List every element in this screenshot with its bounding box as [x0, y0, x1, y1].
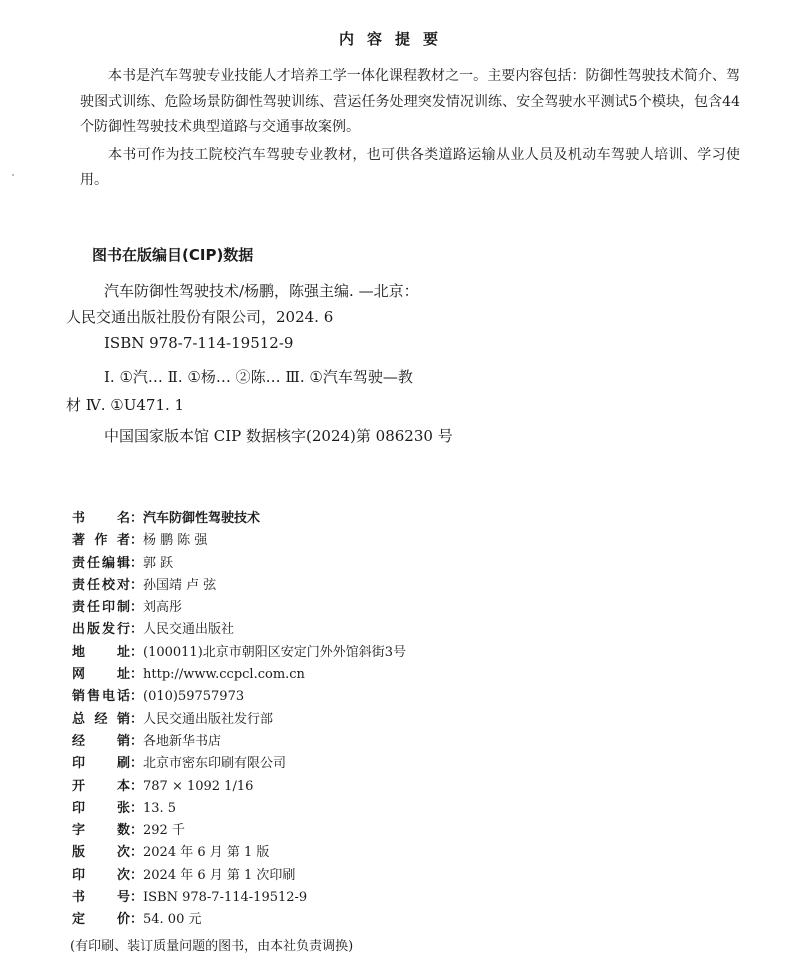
colophon-row: 书号 ： ISBN 978-7-114-19512-9 [72, 887, 772, 909]
colophon-row: 开本 ： 787 × 1092 1/16 [72, 776, 772, 798]
page-title: 内容提要 [338, 30, 451, 48]
colophon-label: 印刷 [72, 756, 130, 772]
colophon-label: 印张 [72, 800, 130, 816]
cip-line: ISBN 978-7-114-19512-9 [104, 334, 294, 352]
colophon-label: 开本 [72, 778, 130, 794]
colophon-value: http://www.ccpcl.com.cn [143, 667, 305, 683]
colophon-value: 54. 00 元 [143, 912, 202, 928]
cip-line: 汽车防御性驾驶技术/杨鹏，陈强主编. —北京： [104, 282, 419, 300]
colophon-row: 出版发行 ： 人民交通出版社 [72, 619, 772, 641]
colophon-row: 责任编辑 ： 郭 跃 [72, 553, 772, 575]
colophon-value: 13. 5 [143, 800, 177, 816]
colophon-label: 版次 [72, 845, 130, 861]
colophon-label: 责任编辑 [72, 555, 130, 571]
colophon-row: 地址 ： (100011)北京市朝阳区安定门外外馆斜街3号 [72, 642, 772, 664]
colophon-label: 书号 [72, 890, 130, 906]
cip-line: 材 Ⅳ. ①U471. 1 [66, 396, 185, 414]
colophon-row: 字数 ： 292 千 [72, 820, 772, 842]
colophon [72, 508, 772, 932]
colophon-value: 2024 年 6 月 第 1 版 [143, 845, 270, 861]
summary-paragraph: 本书是汽车驾驶专业技能人才培养工学一体化课程教材之一。主要内容包括：防御性驾驶技术简介、驾驶图式训练、危险场景防御性驾驶训练、营运任务处理突发情况训练、安全驾驶水平测试5个模块，包含44个防御性驾驶技术典型道路与交通事故案例。 [80, 68, 740, 135]
colophon-value: 2024 年 6 月 第 1 次印刷 [143, 867, 296, 883]
colophon-label: 销售电话 [72, 689, 130, 705]
cip-heading: 图书在版编目(CIP)数据 [92, 246, 254, 264]
colophon-label: 印次 [72, 867, 130, 883]
summary-section [80, 64, 740, 196]
colophon-label: 著作者 [72, 533, 130, 549]
colophon-value: 人民交通出版社发行部 [143, 711, 274, 727]
colophon-value: 孙国靖 卢 弦 [143, 577, 217, 593]
colophon-row: 责任校对 ： 孙国靖 卢 弦 [72, 575, 772, 597]
colophon-row: 著作者 ： 杨 鹏 陈 强 [72, 530, 772, 552]
colophon-value: (100011)北京市朝阳区安定门外外馆斜街3号 [143, 644, 407, 660]
colophon-value: 刘高彤 [143, 600, 183, 616]
colophon-row: 销售电话 ： (010)59757973 [72, 686, 772, 708]
colophon-label: 责任校对 [72, 577, 130, 593]
colophon-row: 印刷 ： 北京市密东印刷有限公司 [72, 753, 772, 775]
colophon-row: 网址 ： http://www.ccpcl.com.cn [72, 664, 772, 686]
colophon-value: 北京市密东印刷有限公司 [143, 756, 287, 772]
colophon-value: 292 千 [143, 823, 185, 839]
colophon-value: (010)59757973 [143, 689, 245, 705]
summary-paragraph: 本书可作为技工院校汽车驾驶专业教材，也可供各类道路运输从业人员及机动车驾驶人培训、学习使用。 [80, 146, 740, 188]
colophon-label: 总经销 [72, 711, 130, 727]
colophon-value: 人民交通出版社 [143, 622, 235, 638]
colophon-row: 责任印制 ： 刘高彤 [72, 597, 772, 619]
cip-line: 人民交通出版社股份有限公司，2024. 6 [66, 308, 334, 326]
colophon-row: 版次 ： 2024 年 6 月 第 1 版 [72, 842, 772, 864]
colophon-row: 印张 ： 13. 5 [72, 798, 772, 820]
colophon-label: 定价 [72, 912, 130, 928]
scan-speck [12, 174, 14, 176]
colophon-value: 各地新华书店 [143, 733, 222, 749]
colophon-row: 经销 ： 各地新华书店 [72, 731, 772, 753]
cip-line: 中国国家版本馆 CIP 数据核字(2024)第 086230 号 [104, 427, 453, 445]
colophon-value: 汽车防御性驾驶技术 [143, 511, 261, 526]
colophon-label: 责任印制 [72, 600, 130, 616]
colophon-row: 总经销 ： 人民交通出版社发行部 [72, 709, 772, 731]
colophon-label: 网址 [72, 667, 130, 683]
colophon-row: 定价 ： 54. 00 元 [72, 909, 772, 931]
colophon-label: 地址 [72, 644, 130, 660]
colophon-row: 书名 ： 汽车防御性驾驶技术 [72, 508, 772, 530]
colophon-value: 787 × 1092 1/16 [143, 778, 254, 794]
colophon-label: 经销 [72, 733, 130, 749]
colophon-value: 郭 跃 [143, 555, 174, 571]
colophon-label: 书名 [72, 511, 130, 526]
colophon-value: ISBN 978-7-114-19512-9 [143, 890, 308, 906]
quality-note: (有印刷、装订质量问题的图书，由本社负责调换) [70, 939, 354, 954]
colophon-label: 字数 [72, 823, 130, 839]
colophon-row: 印次 ： 2024 年 6 月 第 1 次印刷 [72, 865, 772, 887]
colophon-value: 杨 鹏 陈 强 [143, 533, 208, 549]
colophon-label: 出版发行 [72, 622, 130, 638]
cip-line: Ⅰ. ①汽… Ⅱ. ①杨… ②陈… Ⅲ. ①汽车驾驶—教 [104, 368, 413, 386]
